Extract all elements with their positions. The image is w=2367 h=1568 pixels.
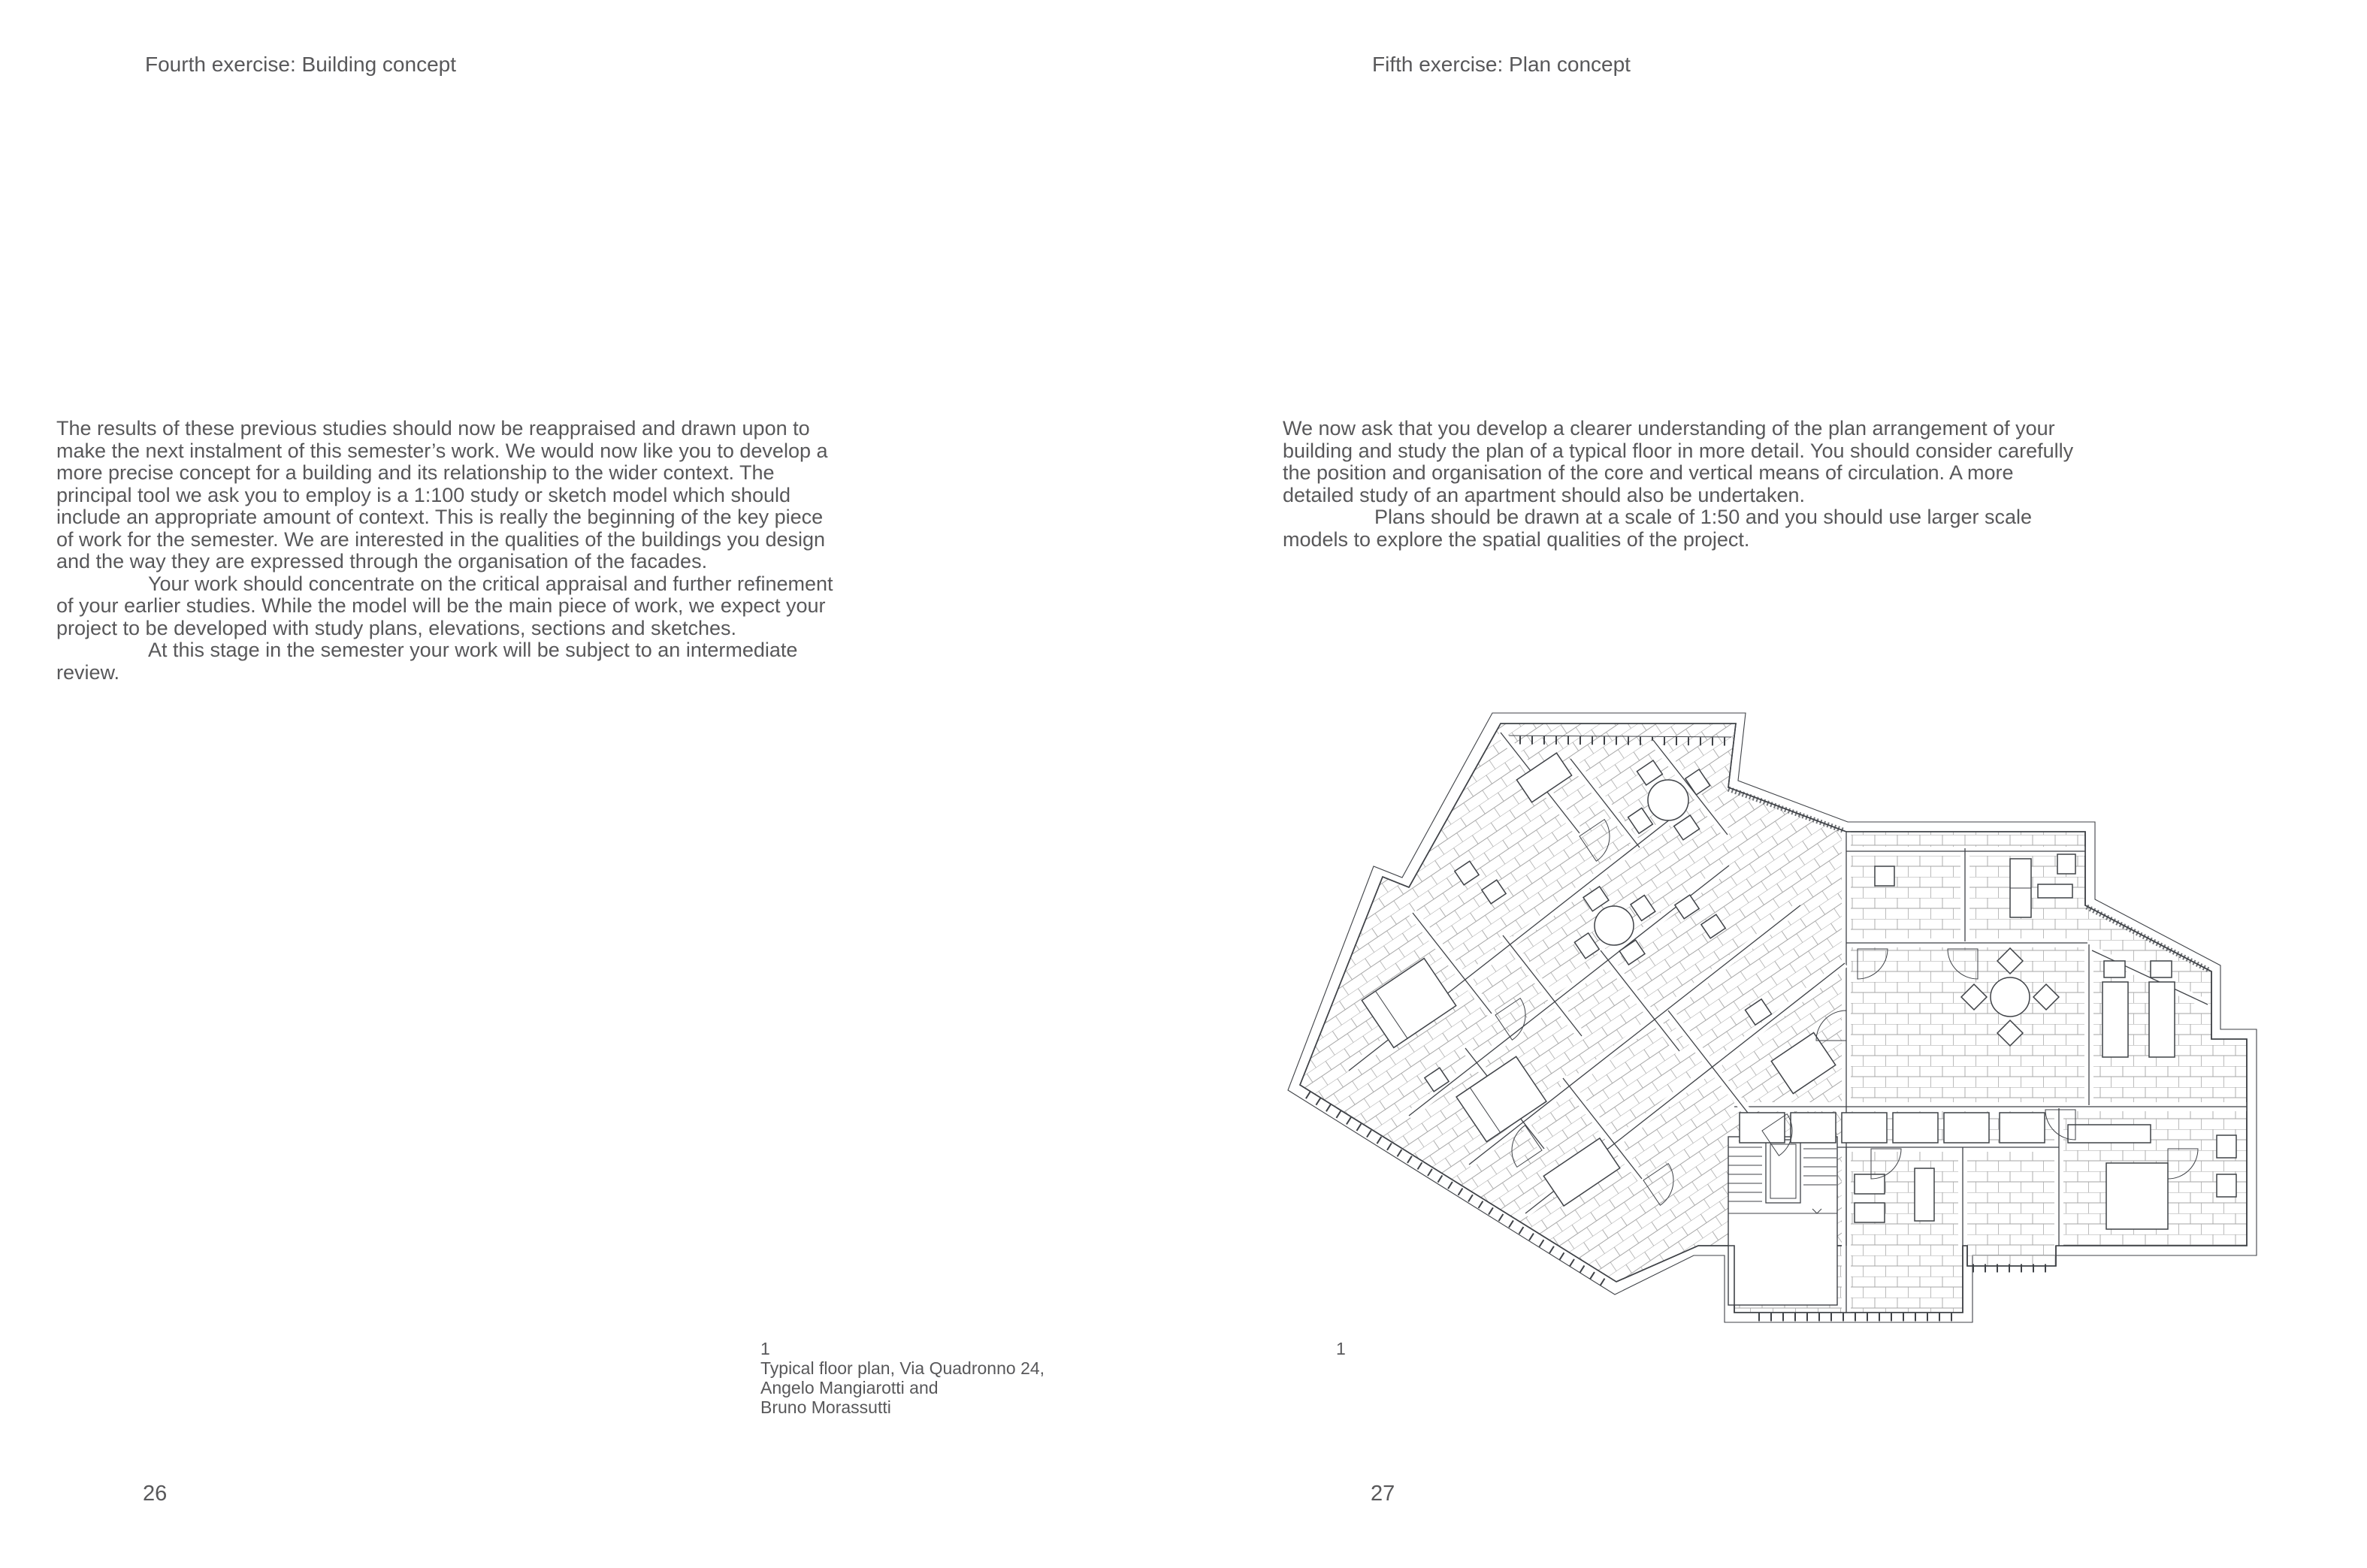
paragraph: The results of these previous studies should now be reappraised and drawn upon to make the next instalment of this semester’s work. We would now like you to develop a more precise concept for a building and its relationship to the wider context. The principal tool we ask you to employ is a 1:100 study or sketch model which should include an appropriate amount of context. This is really the beginning of the key piece of work for the semester. We are interested in the qualities of the buildings you design and the way they are expressed through the organisation of the facades. <box>56 417 828 573</box>
paragraph: At this stage in the semester your work will be subject to an intermediate review. <box>56 639 798 684</box>
left-page-number: 26 <box>143 1482 168 1506</box>
stair-core <box>1728 1137 1837 1305</box>
bed <box>2102 982 2128 1057</box>
right-page-number: 27 <box>1371 1482 1395 1506</box>
paragraph: Plans should be drawn at a scale of 1:50 and you should use larger scale models to explore the spatial qualities of the project. <box>1283 506 2033 551</box>
right-page-header: Fifth exercise: Plan concept <box>1372 53 1631 76</box>
figure-number-marker: 1 <box>1336 1339 1346 1358</box>
paragraph: We now ask that you develop a clearer understanding of the plan arrangement of your building and study the plan of a typical floor in more detail. You should consider carefully the position and organisation of the core and vertical means of circulation. A more detailed study of an apartment should also be undertaken. <box>1283 417 2074 506</box>
right-page-body <box>1283 418 2081 551</box>
dining-table <box>1595 906 1634 945</box>
dining-table <box>1991 977 2030 1017</box>
bed <box>2106 1163 2168 1229</box>
figure-caption <box>760 1339 1044 1417</box>
caption-line: Angelo Mangiarotti and <box>760 1378 939 1397</box>
left-page-header: Fourth exercise: Building concept <box>145 53 456 76</box>
floor-plan-figure <box>1277 687 2269 1326</box>
caption-line: Typical floor plan, Via Quadronno 24, <box>760 1358 1045 1378</box>
left-page-body <box>56 418 844 684</box>
caption-line: Bruno Morassutti <box>760 1397 891 1417</box>
paragraph: Your work should concentrate on the critical appraisal and further refinement of your earlier studies. While the model will be the main piece of work, we expect your project to be developed with study plans, elevations, sections and sketches. <box>56 572 833 639</box>
caption-number: 1 <box>760 1339 770 1358</box>
dining-table <box>1648 780 1688 820</box>
bed <box>2149 982 2175 1057</box>
